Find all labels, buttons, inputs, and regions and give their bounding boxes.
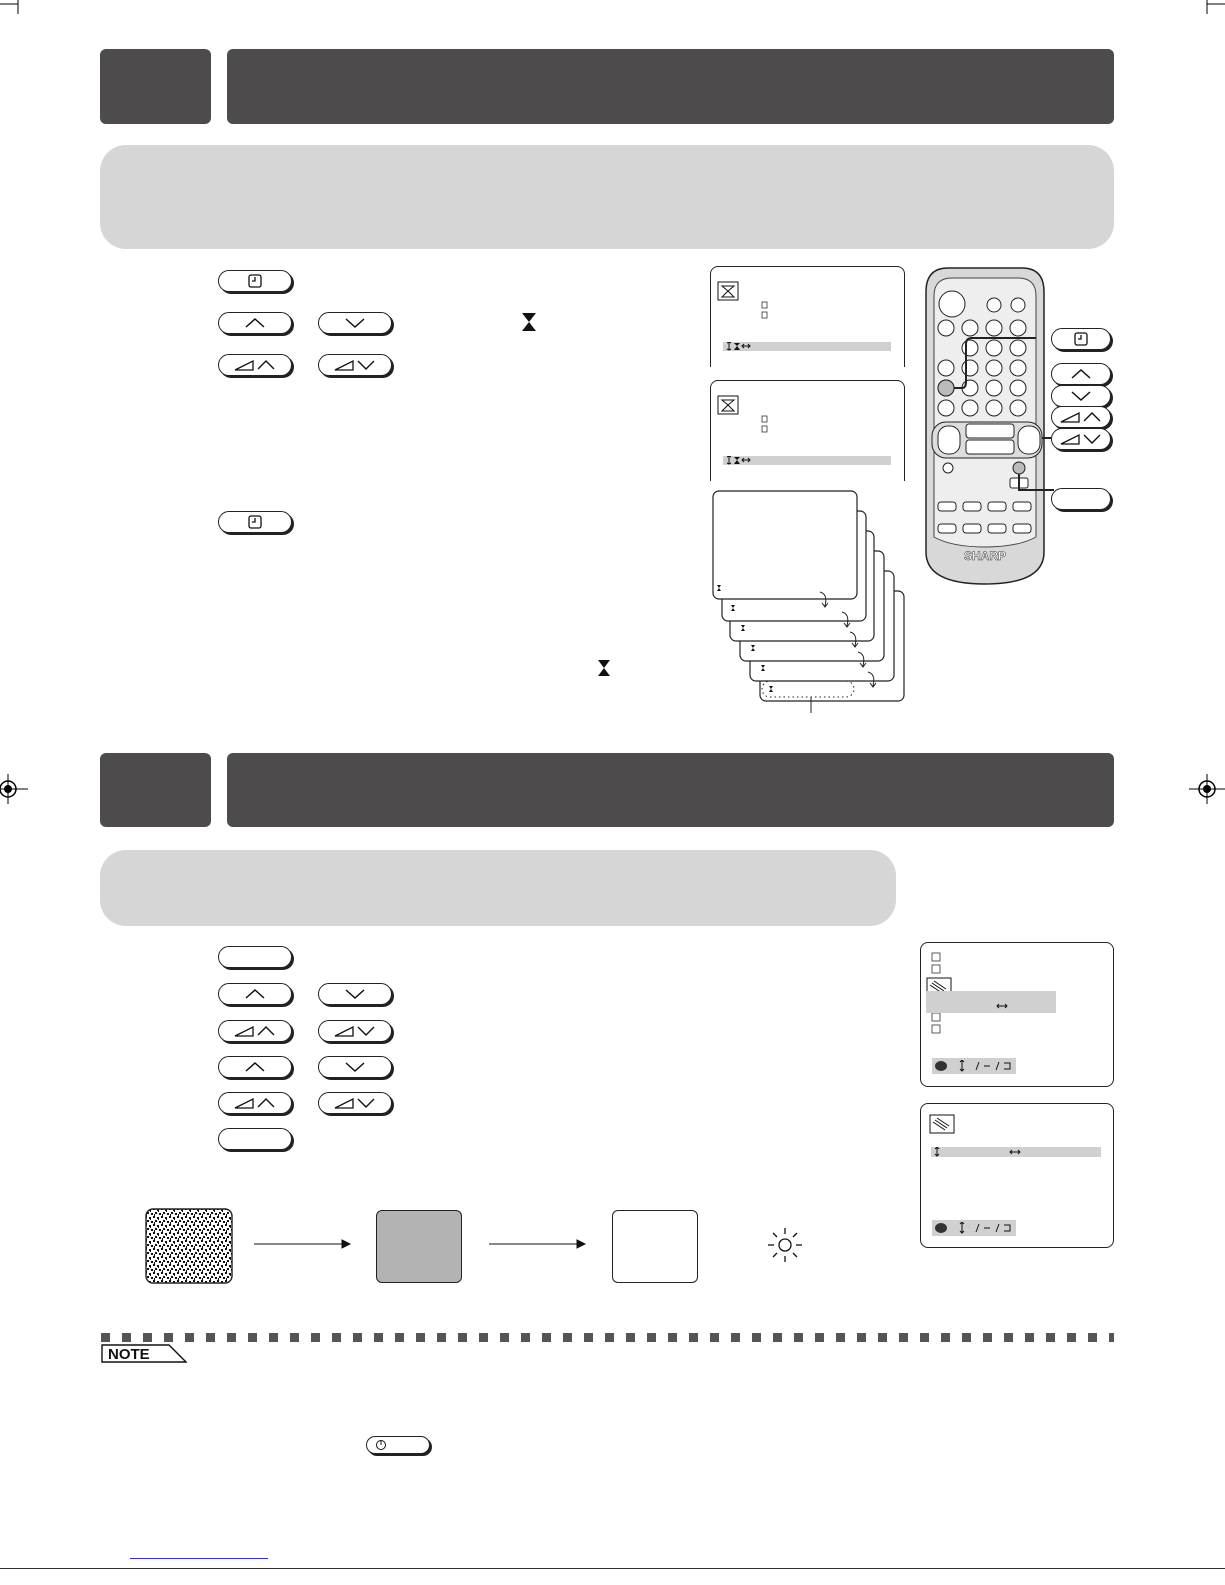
channel-down-button-3[interactable] [318, 1056, 392, 1078]
remote-vol-down-callout [1051, 428, 1111, 450]
note-divider [101, 1333, 1114, 1342]
registration-mark-right [1185, 770, 1225, 810]
sleep-timer-screen-1 [710, 266, 905, 367]
volume-up-button-2[interactable] [218, 1020, 292, 1042]
section1-intro-panel [100, 145, 1114, 249]
volume-down-icon [333, 358, 377, 372]
volume-down-icon [333, 1024, 377, 1038]
note-tag [101, 1344, 187, 1363]
channel-up-button[interactable] [218, 312, 292, 334]
timer-button-2[interactable] [218, 511, 292, 533]
navigation-hint-icons [934, 1222, 1014, 1234]
up-arrow-icon [244, 317, 266, 329]
down-arrow-icon [344, 1061, 366, 1073]
picture-adjust-icon [929, 1114, 955, 1134]
footer-link-underline [130, 1558, 268, 1559]
navigation-hint-icons [725, 342, 751, 351]
crop-mark-top-right [1185, 0, 1225, 20]
picture-adjust-screen [920, 1103, 1114, 1248]
down-arrow-icon [344, 317, 366, 329]
white-screen-illustration [612, 1210, 698, 1283]
volume-up-icon [233, 1024, 277, 1038]
page-bottom-rule [0, 1568, 1225, 1569]
sleep-timer-cascade-illustration [700, 488, 910, 720]
left-right-arrows-icon [996, 1002, 1008, 1010]
remote-brand-logo: SHARP [963, 549, 1007, 563]
timer-button-icon [248, 515, 262, 529]
crop-mark-top-left [0, 0, 40, 20]
section2-number-box [100, 753, 211, 827]
menu-button[interactable] [218, 946, 292, 968]
section2-intro-panel [100, 850, 896, 926]
menu-option-icons [761, 415, 769, 435]
up-arrow-icon [244, 988, 266, 1000]
remote-vol-up-callout [1051, 406, 1111, 428]
channel-down-button-2[interactable] [318, 983, 392, 1005]
volume-down-icon [333, 1096, 377, 1110]
remote-up-callout [1051, 363, 1111, 385]
volume-down-button-2[interactable] [318, 1020, 392, 1042]
hourglass-icon [520, 312, 538, 332]
setup-menu-screen [920, 942, 1114, 1087]
left-right-arrows-icon [1009, 1148, 1021, 1156]
remote-timer-callout [1051, 328, 1111, 350]
hourglass-icon [596, 659, 612, 677]
navigation-hint-icons [934, 1060, 1014, 1072]
up-down-arrows-icon [933, 1147, 941, 1157]
section1-title-banner [227, 49, 1114, 124]
note-label: NOTE [108, 1346, 150, 1363]
grey-screen-illustration [376, 1210, 462, 1283]
timer-button[interactable] [218, 270, 292, 292]
registration-mark-left [0, 770, 40, 810]
volume-up-icon [233, 1096, 277, 1110]
menu-option-icons [761, 301, 769, 321]
flow-arrow-1 [252, 1238, 352, 1250]
sleep-timer-menu-icon [717, 281, 739, 301]
power-button[interactable] [366, 1436, 430, 1454]
power-icon [373, 1439, 423, 1451]
up-arrow-icon [1070, 368, 1092, 380]
channel-up-button-2[interactable] [218, 983, 292, 1005]
channel-down-button[interactable] [318, 312, 392, 334]
up-arrow-icon [244, 1061, 266, 1073]
remote-menu-callout [1051, 488, 1111, 510]
noise-screen-illustration [145, 1208, 233, 1284]
sleep-timer-screen-2 [710, 380, 905, 481]
section1-number-box [100, 49, 211, 124]
timer-button-icon [248, 274, 262, 288]
menu-highlight-bar [926, 991, 1056, 1013]
remote-down-callout [1051, 385, 1111, 407]
volume-up-icon [1059, 410, 1103, 424]
flow-arrow-2 [487, 1238, 587, 1250]
volume-down-button[interactable] [318, 354, 392, 376]
volume-down-button-3[interactable] [318, 1092, 392, 1114]
timer-button-icon [1074, 332, 1088, 346]
volume-down-icon [1059, 432, 1103, 446]
down-arrow-icon [1070, 390, 1092, 402]
menu-button-2[interactable] [218, 1128, 292, 1150]
channel-up-button-3[interactable] [218, 1056, 292, 1078]
volume-up-icon [233, 358, 277, 372]
section2-title-banner [227, 753, 1114, 827]
sleep-timer-menu-icon [717, 395, 739, 415]
sun-icon [766, 1226, 804, 1264]
volume-up-button-3[interactable] [218, 1092, 292, 1114]
navigation-hint-icons [725, 456, 751, 465]
volume-up-button[interactable] [218, 354, 292, 376]
down-arrow-icon [344, 988, 366, 1000]
